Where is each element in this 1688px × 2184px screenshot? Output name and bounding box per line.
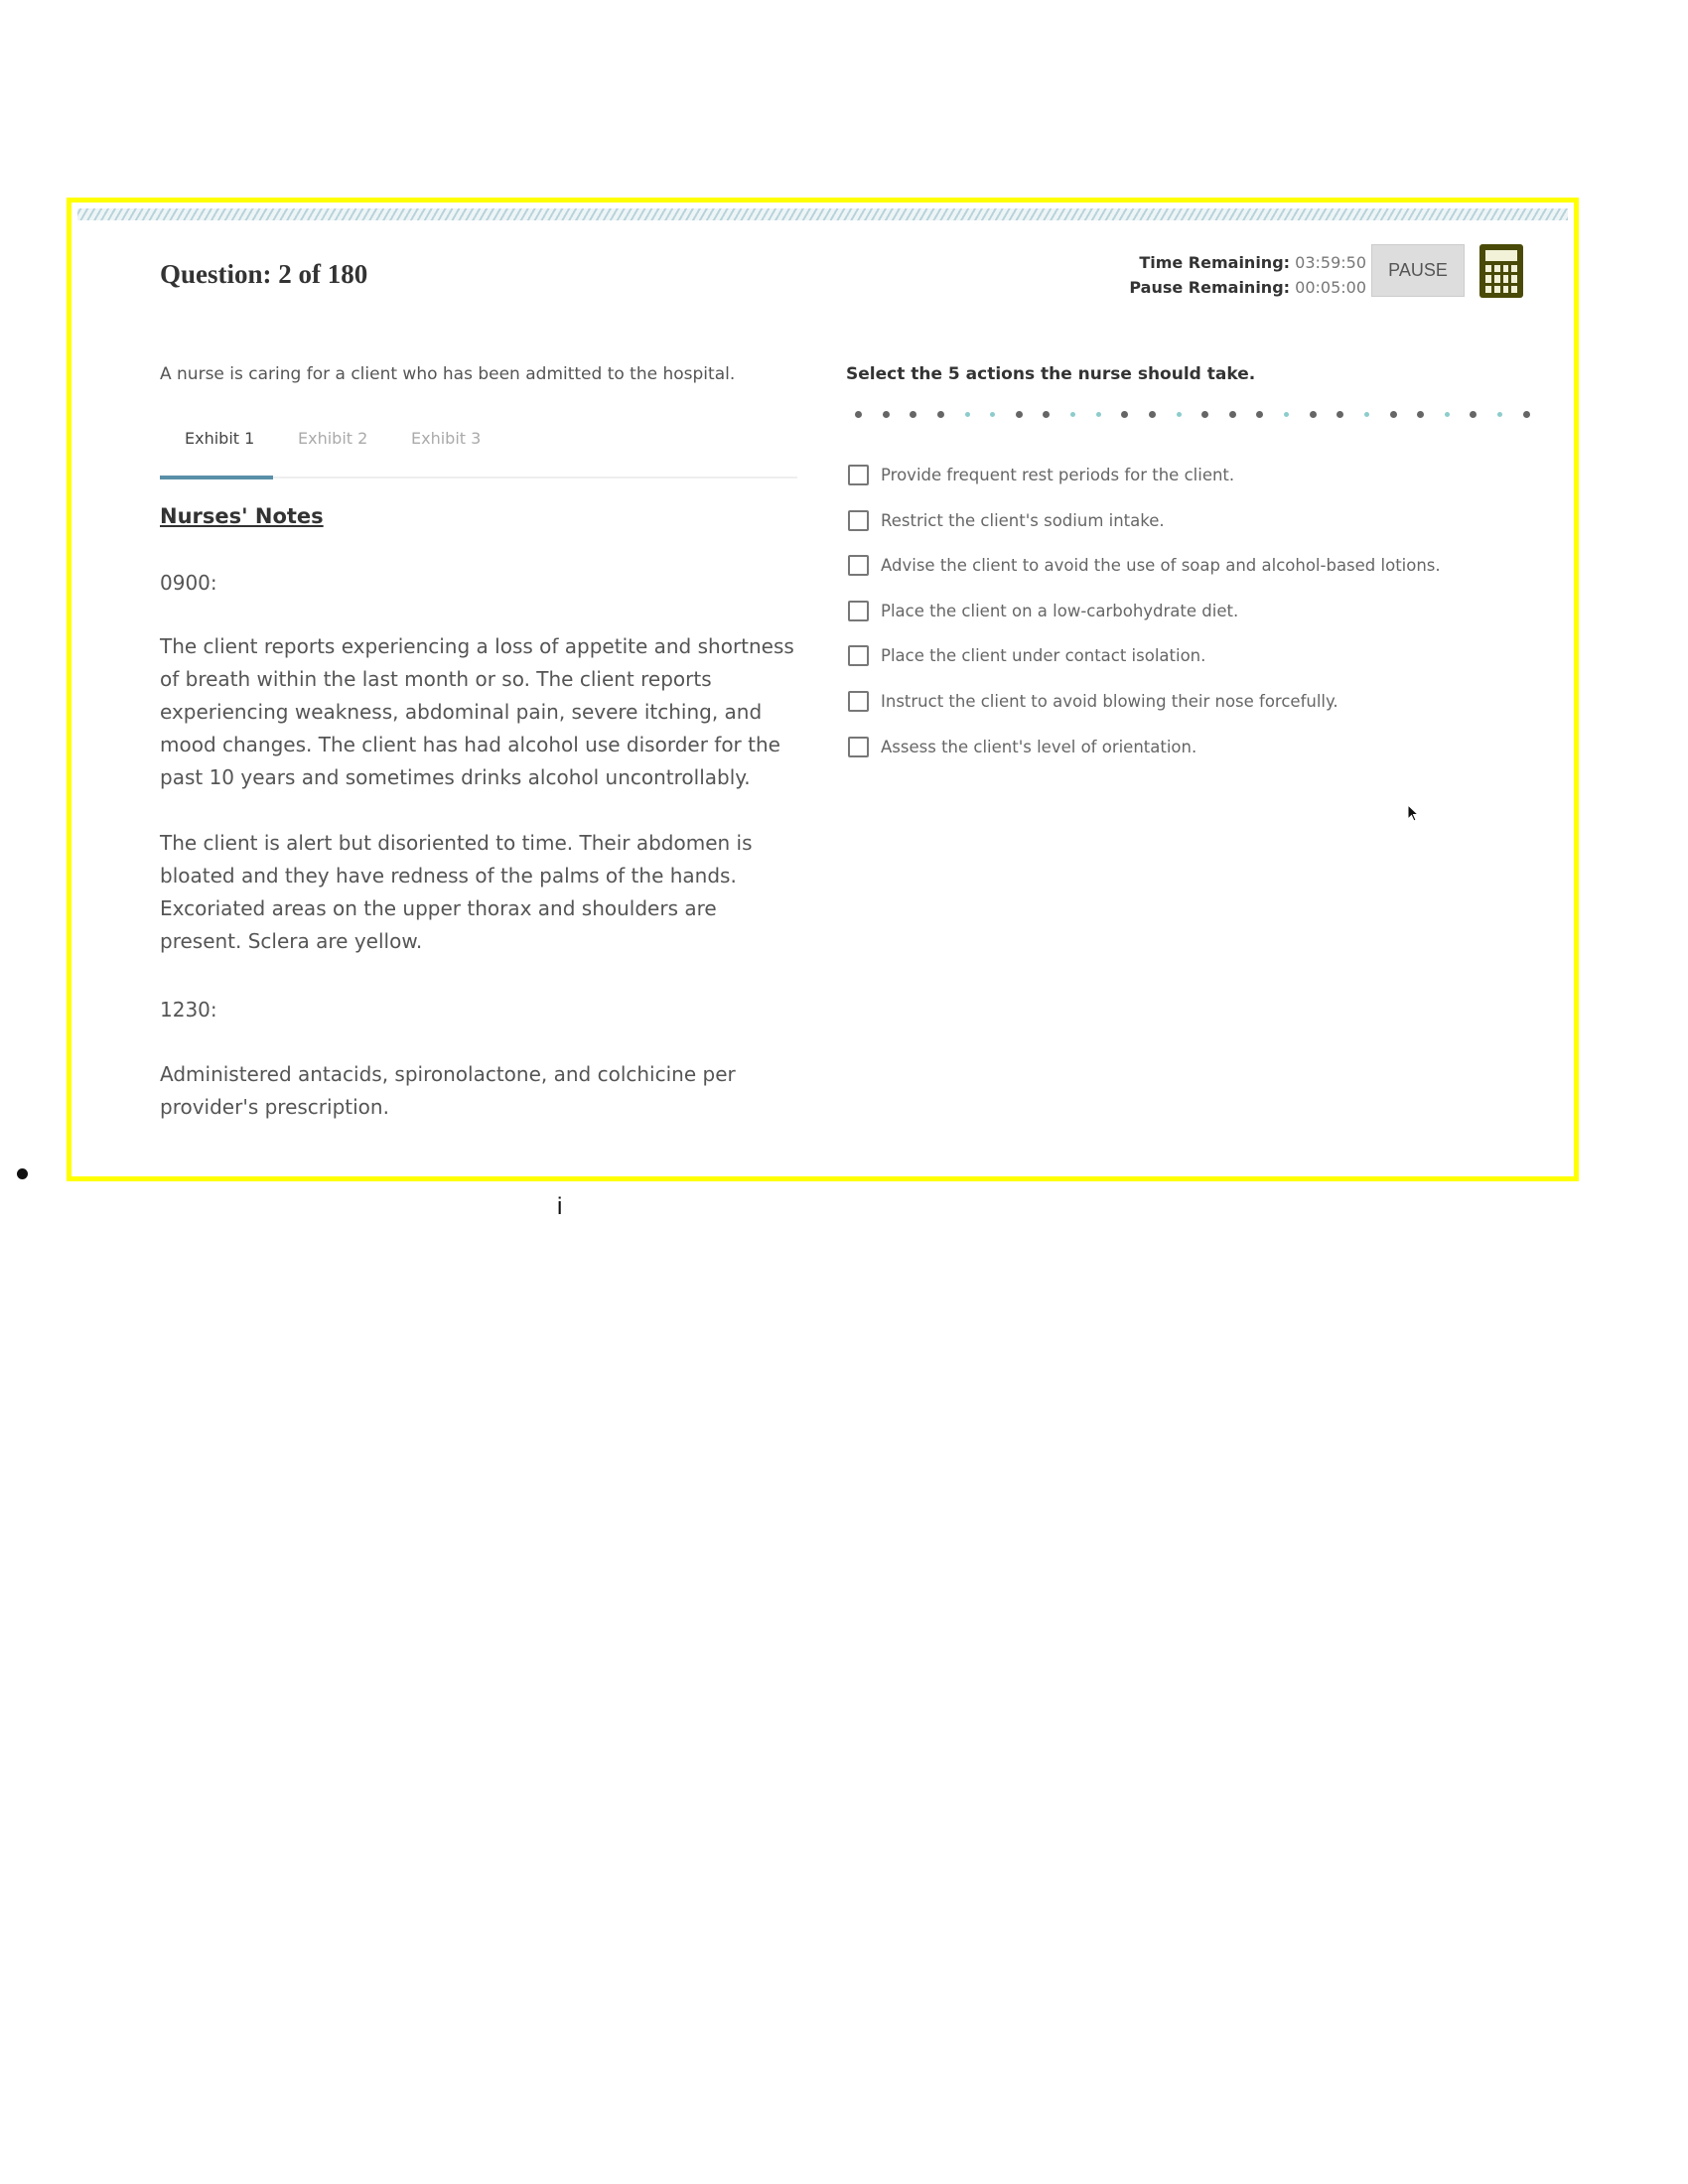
answer-option[interactable]: [848, 645, 1205, 666]
option-label: Place the client on a low-carbohydrate diet.: [881, 601, 1239, 620]
option-checkbox[interactable]: [848, 737, 869, 757]
question-nav-dot[interactable]: [883, 411, 890, 418]
question-nav-dot[interactable]: [1229, 411, 1236, 418]
question-nav-dot[interactable]: [910, 411, 916, 418]
list-bullet: [17, 1168, 28, 1179]
question-nav-dot[interactable]: [1390, 411, 1397, 418]
answer-option[interactable]: [848, 691, 1338, 712]
calculator-icon[interactable]: [1479, 244, 1523, 298]
mouse-cursor-icon: [1407, 804, 1421, 824]
question-nav-dot[interactable]: [1523, 411, 1530, 418]
question-instruction: Select the 5 actions the nurse should take.: [846, 364, 1256, 384]
question-counter: Question: 2 of 180: [160, 259, 368, 289]
question-nav-dot[interactable]: [1121, 411, 1128, 418]
note-paragraph: The client reports experiencing a loss of appetite and shortness of breath within the last month or so. The client reports experiencing weakness, abdominal pain, severe itching, and mood changes. The client has had alcohol use disorder for the past 10 years and sometimes drinks alcohol uncontrollably.: [160, 634, 794, 789]
option-checkbox[interactable]: [848, 555, 869, 576]
pause-button[interactable]: PAUSE: [1371, 244, 1465, 297]
question-nav-dot[interactable]: [855, 411, 862, 418]
answer-option[interactable]: [848, 601, 1238, 621]
question-nav-dot[interactable]: [937, 411, 944, 418]
pause-remaining-value: 00:05:00: [1295, 278, 1366, 297]
question-nav-dot[interactable]: [1310, 411, 1317, 418]
question-nav-dot[interactable]: [1445, 412, 1450, 417]
option-label: Provide frequent rest periods for the client.: [881, 466, 1235, 484]
question-nav-dot[interactable]: [1256, 411, 1263, 418]
answer-option[interactable]: [848, 465, 1234, 485]
question-nav-dot[interactable]: [1470, 411, 1477, 418]
option-label: Instruct the client to avoid blowing their nose forcefully.: [881, 692, 1338, 711]
question-nav-dot[interactable]: [965, 412, 970, 417]
question-nav-dot[interactable]: [1149, 411, 1156, 418]
answer-option[interactable]: [848, 737, 1196, 757]
question-nav-dot[interactable]: [990, 412, 995, 417]
question-nav-dot[interactable]: [1177, 412, 1182, 417]
time-remaining-label: Time Remaining:: [1139, 253, 1291, 272]
header-stripe: [77, 208, 1568, 220]
tab-exhibit-1[interactable]: Exhibit 1: [185, 429, 255, 448]
tab-exhibit-2[interactable]: Exhibit 2: [298, 429, 368, 448]
question-nav-dot[interactable]: [1336, 411, 1343, 418]
note-time-1230: 1230:: [160, 998, 217, 1022]
option-checkbox[interactable]: [848, 510, 869, 531]
question-nav-dot[interactable]: [1497, 412, 1502, 417]
tab-exhibit-3[interactable]: Exhibit 3: [411, 429, 482, 448]
exam-screen-highlight: [67, 198, 1579, 1181]
question-nav-dot[interactable]: [1070, 412, 1075, 417]
timers: [1129, 250, 1366, 300]
question-nav-dot[interactable]: [1016, 411, 1023, 418]
question-nav-dot[interactable]: [1201, 411, 1208, 418]
option-label: Assess the client's level of orientation.: [881, 737, 1197, 756]
question-nav-dot[interactable]: [1417, 411, 1424, 418]
option-label: Advise the client to avoid the use of soap and alcohol-based lotions.: [881, 556, 1441, 576]
question-navigation-dots: [855, 411, 1530, 418]
time-remaining-value: 03:59:50: [1295, 253, 1366, 272]
option-label: Place the client under contact isolation.: [881, 646, 1206, 666]
question-nav-dot[interactable]: [1284, 412, 1289, 417]
option-checkbox[interactable]: [848, 601, 869, 621]
note-paragraph: The client is alert but disoriented to time. Their abdomen is bloated and they have redness of the palms of the hands. Excoriated areas on the upper thorax and shoulders are present. Sclera are yellow.: [160, 831, 753, 953]
option-checkbox[interactable]: [848, 465, 869, 485]
nurses-notes-heading: Nurses' Notes: [160, 504, 324, 528]
option-checkbox[interactable]: [848, 691, 869, 712]
exhibit-tabs: [160, 429, 797, 478]
option-checkbox[interactable]: [848, 645, 869, 666]
question-nav-dot[interactable]: [1043, 411, 1050, 418]
note-time-0900: 0900:: [160, 571, 217, 595]
question-nav-dot[interactable]: [1096, 412, 1101, 417]
active-tab-indicator: [160, 476, 273, 479]
question-nav-dot[interactable]: [1364, 412, 1369, 417]
stray-text: i: [557, 1193, 563, 1220]
option-label: Restrict the client's sodium intake.: [881, 510, 1165, 530]
answer-option[interactable]: [848, 555, 1441, 576]
note-paragraph: Administered antacids, spironolactone, and colchicine per provider's prescription.: [160, 1062, 736, 1119]
pause-remaining-label: Pause Remaining:: [1129, 278, 1291, 297]
question-intro: A nurse is caring for a client who has been admitted to the hospital.: [160, 364, 736, 384]
answer-option[interactable]: [848, 510, 1165, 531]
